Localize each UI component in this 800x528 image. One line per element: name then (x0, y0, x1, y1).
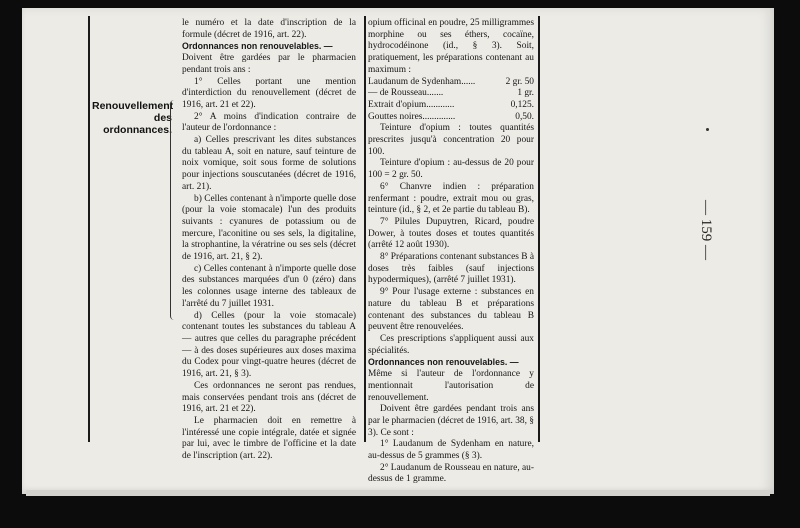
right-margin-rule (538, 16, 540, 442)
margin-brace (170, 100, 179, 320)
paragraph: Ces ordonnances ne seront pas rendues, mais conservées pendant trois ans (décret de 1916, art. 21 et 22). (182, 380, 356, 415)
dose-row (368, 88, 534, 100)
dose-name: Laudanum de Sydenham...... (368, 76, 476, 87)
paragraph: 9° Pour l'usage externe : substances en nature du tableau B et préparations contenant des substances du tableau B peuvent être renouvelées. (368, 287, 534, 333)
paragraph: b) Celles contenant à n'importe quelle dose (pour la voie stomacale) l'un des produits suivants : cyanures de potassium ou de mercure, l'aconitine ou ses sels, la digitaline, la strophantine, la vératrine ou ses sels (décret de 1916, art. 21, § 2). (182, 193, 356, 263)
dose-name: — de Rousseau....... (368, 88, 444, 99)
dose-amount: 1 gr. (517, 88, 534, 99)
page-edge (26, 490, 770, 496)
paragraph: 1° Celles portant une mention d'interdiction du renouvellement (décret de 1916, art. 21 et 22). (182, 76, 356, 110)
paragraph: 7° Pilules Dupuytren, Ricard, poudre Dower, à toutes doses et toutes quantités (arrêté 12 août 1930). (368, 216, 534, 251)
paragraph: 6° Chanvre indien : préparation renfermant : poudre, extrait mou ou gras, teinture (id., § 2, et 2e partie du tableau B). (368, 181, 534, 216)
paragraph: 1° Laudanum de Sydenham en nature, au-dessus de 5 grammes (§ 3). (368, 439, 534, 462)
page-number: — 159 — (698, 200, 714, 260)
dose-row (368, 100, 534, 112)
paragraph: Le pharmacien doit en remettre à l'intéressé une copie intégrale, datée et signée par lui, avec le timbre de l'officine et la date de l'inscription (art. 22). (182, 415, 356, 462)
margin-note: Renouvellement des ordonnances. (92, 100, 174, 136)
paragraph: Doivent être gardées par le pharmacien pendant trois ans : (182, 53, 356, 75)
intro-paragraph: opium officinal en poudre, 25 milligrammes morphine ou ses éthers, cocaïne, hydrocodéinone (id., § 3). Soit, pratiquement, les préparations contenant au maximum : (368, 18, 534, 75)
dose-table (368, 77, 534, 124)
left-text-column (182, 18, 356, 463)
ink-speck (706, 128, 709, 131)
dose-row (368, 77, 534, 89)
paragraph: Teinture d'opium : au-dessus de 20 pour 100 = 2 gr. 50. (368, 158, 534, 181)
dose-name: Gouttes noires.............. (368, 111, 456, 122)
dose-amount: 0,50. (515, 111, 534, 122)
dose-amount: 2 gr. 50 (505, 76, 534, 87)
paragraph: 2° A moins d'indication contraire de l'auteur de l'ordonnance : (182, 111, 356, 134)
section-heading: Ordonnances non renouvelables. — (182, 41, 333, 52)
paragraph: le numéro et la date d'inscription de la formule (décret de 1916, art. 22). (182, 18, 356, 40)
paragraph: Teinture d'opium : toutes quantités prescrites jusqu'à concentration 20 pour 100. (368, 123, 534, 157)
paragraph: Même si l'auteur de l'ordonnance y mentionnait l'autorisation de renouvellement. (368, 369, 534, 403)
paragraph: a) Celles prescrivant les dites substances du tableau A, soit en nature, sauf teinture de noix vomique, soit sous forme de solutions pour injections souscutanées (décret de 1916, art. 21). (182, 135, 356, 192)
paragraph: Doivent être gardées pendant trois ans par le pharmacien (décret de 1916, art. 38, § 3). Ce sont : (368, 404, 534, 438)
paragraph: 8° Préparations contenant substances B à doses très faibles (sauf injections hypodermiques), (arrêté 7 juillet 1931). (368, 252, 534, 286)
right-text-column (368, 18, 534, 486)
paragraph: c) Celles contenant à n'importe quelle dose des substances marquées d'un 0 (zéro) dans les colonnes usage interne des tableaux de l'arrêté du 7 juillet 1931. (182, 263, 356, 309)
paragraph: 2° Laudanum de Rousseau en nature, au-dessus de 1 gramme. (368, 462, 534, 485)
dose-amount: 0,125. (510, 99, 534, 110)
column-divider-rule (364, 16, 366, 442)
paragraph: Ces prescriptions s'appliquent aussi aux spécialités. (368, 333, 534, 356)
dose-row (368, 112, 534, 124)
left-margin-rule (88, 16, 90, 442)
dose-name: Extrait d'opium............ (368, 99, 455, 110)
section-heading: Ordonnances non renouvelables. — (368, 357, 519, 368)
paragraph: d) Celles (pour la voie stomacale) contenant toutes les substances du tableau A — autres que celles du paragraphe précédent — à des doses supérieures aux doses maxima du Codex pour vingt-quatre heures (décret de 1916, art. 21, § 3). (182, 310, 356, 380)
